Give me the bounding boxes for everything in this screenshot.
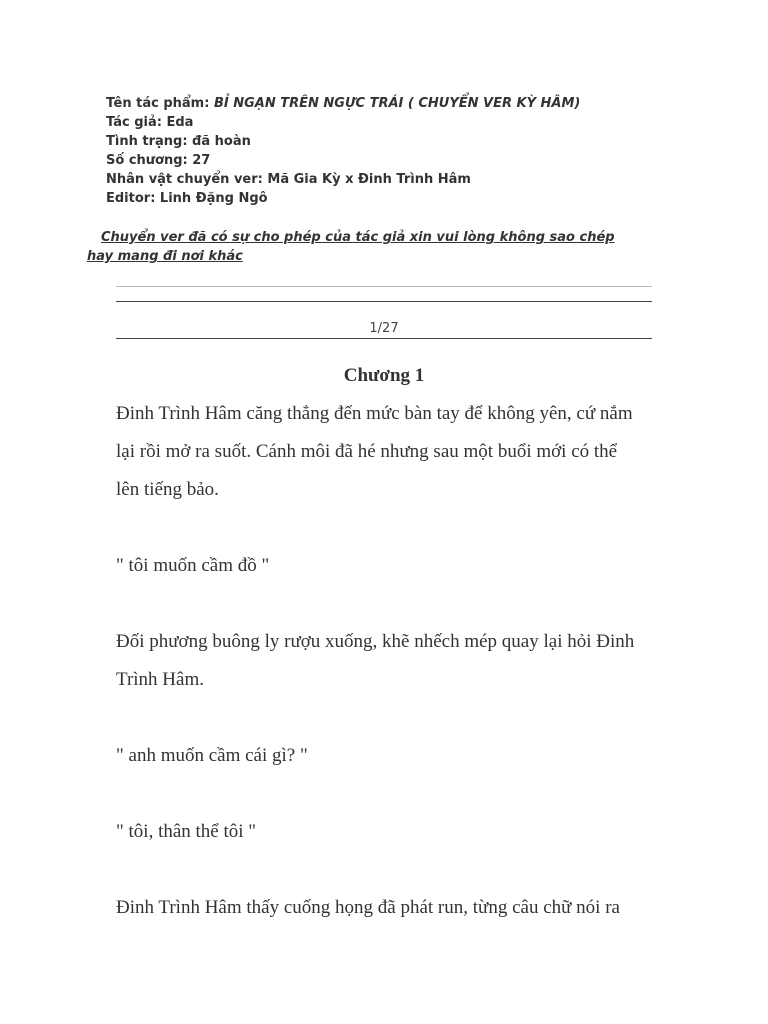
author-line: Tác giả: Eda — [106, 115, 194, 130]
copyright-notice-line-2: hay mang đi nơi khác — [87, 249, 243, 264]
paragraph — [116, 623, 661, 699]
editor-line: Editor: Linh Đặng Ngô — [106, 191, 268, 206]
paragraph — [116, 547, 661, 585]
status-line: Tình trạng: đã hoàn — [106, 134, 251, 149]
work-title-line — [106, 94, 580, 113]
chapter-count-line: Số chương: 27 — [106, 153, 211, 168]
text-line: Trình Hâm. — [116, 669, 204, 690]
divider-light — [116, 286, 652, 287]
work-title-value: BỈ NGẠN TRÊN NGỰC TRÁI ( CHUYỂN VER KỲ HÂM) — [213, 96, 581, 111]
paragraph — [116, 395, 661, 509]
divider-bottom — [116, 338, 652, 339]
paragraph — [116, 813, 661, 851]
paragraph — [116, 889, 661, 927]
text-line: lên tiếng bảo. — [116, 479, 219, 500]
dialogue-line: " tôi, thân thể tôi " — [116, 821, 257, 842]
text-line: Đối phương buông ly rượu xuống, khẽ nhếch mép quay lại hỏi Đinh — [116, 631, 635, 652]
paragraph — [116, 737, 661, 775]
document-metadata — [106, 94, 580, 208]
page-indicator: 1/27 — [369, 321, 399, 336]
text-line: Đinh Trình Hâm thấy cuống họng đã phát run, từng câu chữ nói ra — [116, 897, 620, 918]
work-title-label: Tên tác phẩm: — [106, 96, 214, 111]
chapter-title: Chương 1 — [343, 365, 425, 386]
copyright-notice — [87, 228, 657, 266]
characters-line: Nhân vật chuyển ver: Mã Gia Kỳ x Đinh Trình Hâm — [106, 172, 471, 187]
copyright-notice-line-1: Chuyển ver đã có sự cho phép của tác giả xin vui lòng không sao chép — [101, 230, 615, 245]
text-line: lại rồi mở ra suốt. Cánh môi đã hé nhưng sau một buổi mới có thể — [116, 441, 618, 462]
chapter-body — [116, 395, 661, 965]
dialogue-line: " anh muốn cầm cái gì? " — [116, 745, 308, 766]
text-line: Đinh Trình Hâm căng thẳng đến mức bàn tay để không yên, cứ nắm — [116, 403, 633, 424]
divider-top — [116, 301, 652, 302]
dialogue-line: " tôi muốn cầm đồ " — [116, 555, 270, 576]
